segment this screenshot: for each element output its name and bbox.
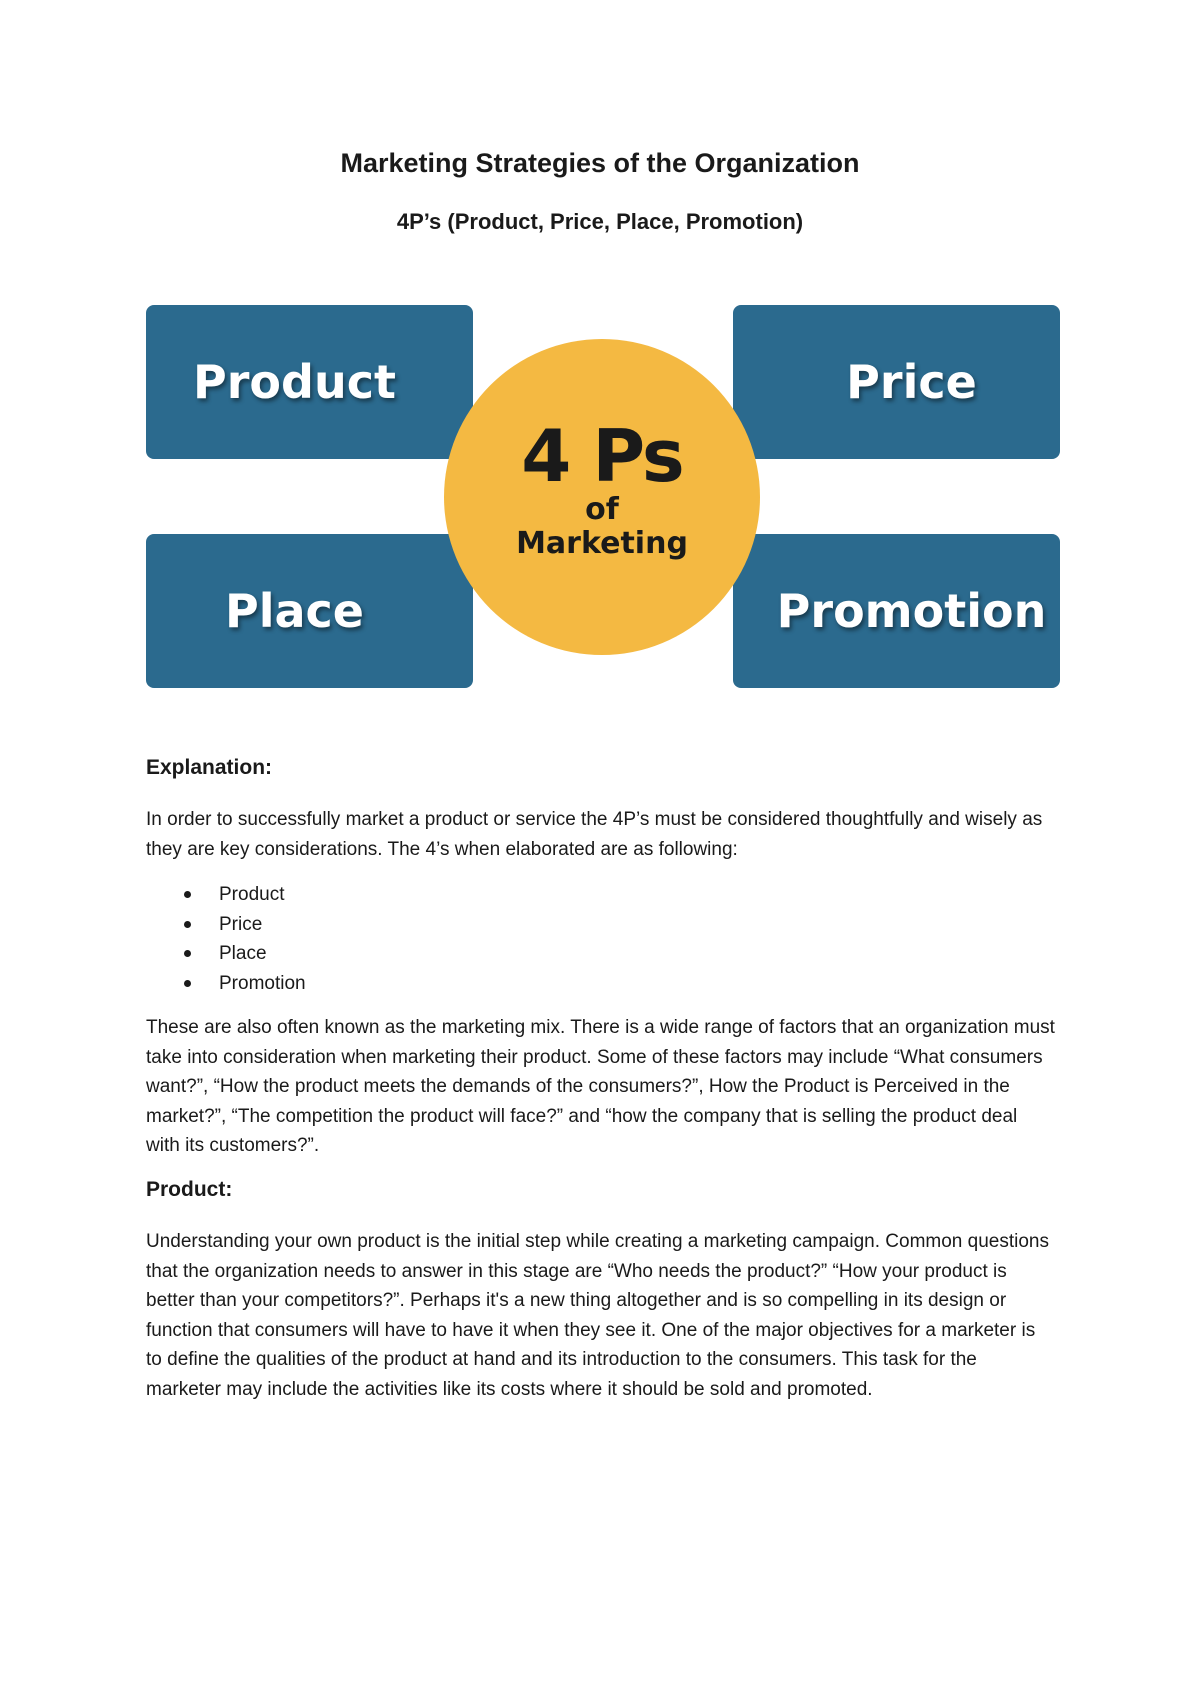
- list-item: Price: [146, 910, 306, 940]
- page-title: Marketing Strategies of the Organization: [340, 148, 860, 178]
- explanation-paragraph: These are also often known as the marketing mix. There is a wide range of factors that an organization must take into consideration when marketing their product. Some of these factors may include “What consumers want?”, “How the product meets the demands of the consumers?”, How the Product is Perceived in the market?”, “The competition the product will face?” and “how the company that is selling the product deal with its customers?”.: [146, 1017, 1055, 1156]
- product-heading: Product:: [146, 1178, 233, 1201]
- explanation-heading: Explanation:: [146, 756, 273, 779]
- promotion-box: Promotion: [733, 534, 1060, 688]
- four-ps-list: [146, 880, 306, 998]
- circle-marketing: Marketing: [516, 526, 688, 561]
- product-paragraph: Understanding your own product is the initial step while creating a marketing campaign. Common questions that the organization needs to answer in this stage are “Who needs the product?” “How your product is better than your competitors?”. Perhaps it's a new thing altogether and is so compelling in its design or function that consumers will have to have it when they see it. One of the major objectives for a marketer is to define the qualities of the product at hand and its introduction to the consumers. This task for the marketer may include the activities like its costs where it should be sold and promoted.: [146, 1231, 1049, 1400]
- list-item: Product: [146, 880, 306, 910]
- four-ps-diagram: [146, 305, 1060, 688]
- place-box: Place: [146, 534, 473, 688]
- price-box: Price: [733, 305, 1060, 459]
- circle-of: of: [585, 492, 619, 527]
- explanation-intro: In order to successfully market a product or service the 4P’s must be considered thoughtfully and wisely as they are key considerations. The 4’s when elaborated are as following:: [146, 809, 1043, 860]
- list-item: Promotion: [146, 969, 306, 999]
- page-subtitle: 4P’s (Product, Price, Place, Promotion): [396, 209, 804, 234]
- circle-title: 4 Ps: [521, 414, 683, 498]
- list-item: Place: [146, 939, 306, 969]
- four-ps-circle: [444, 339, 760, 655]
- product-box: Product: [146, 305, 473, 459]
